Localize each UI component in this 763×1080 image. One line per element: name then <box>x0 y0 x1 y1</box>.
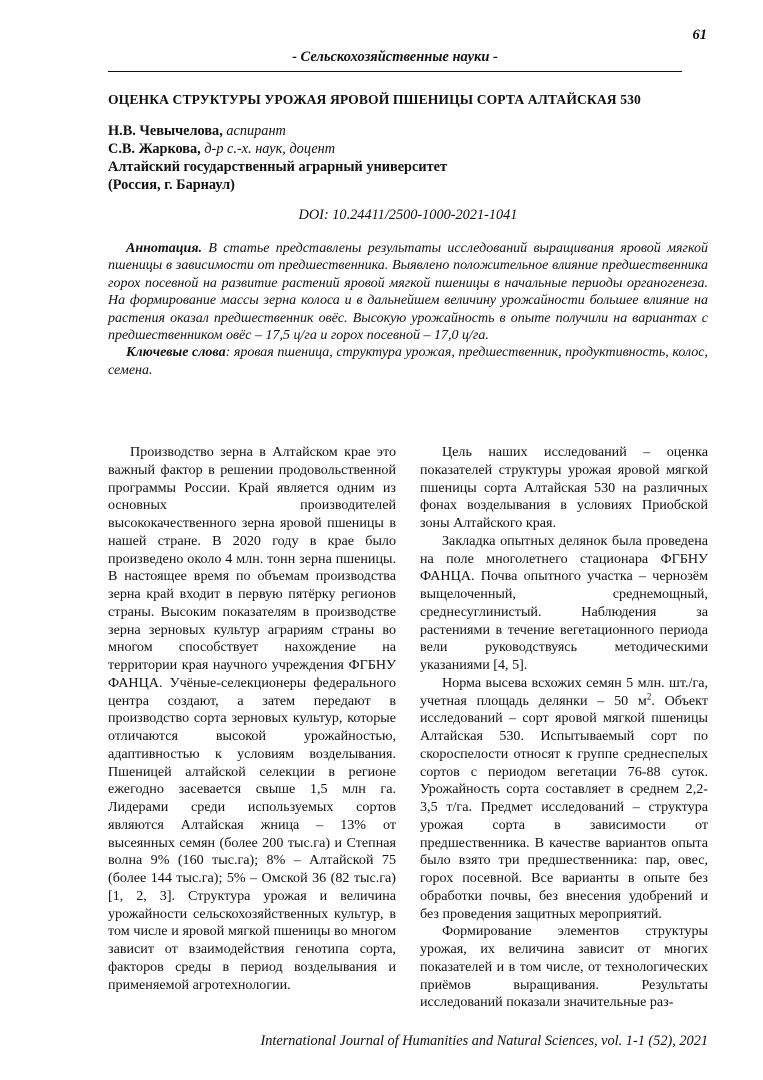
author-role: д-р с.-х. наук, доцент <box>204 141 336 157</box>
author-block <box>108 122 708 194</box>
keywords-label: Ключевые слова <box>126 345 226 361</box>
author-line <box>108 122 708 140</box>
keywords-paragraph <box>108 344 708 379</box>
keywords-text: : яровая пшеница, структура урожая, предшественник, продуктивность, колос, семена. <box>108 345 708 378</box>
body-paragraph: Цель наших исследований – оценка показателей структуры урожая яровой мягкой пшеницы сорта Алтайская 530 на различных фонах возделывания в условиях Приобской зоны Алтайского края. <box>420 444 708 531</box>
abstract-block <box>108 240 708 379</box>
doi: DOI: 10.24411/2500-1000-2021-1041 <box>298 207 518 223</box>
author-name: С.В. Жаркова, <box>108 141 201 157</box>
abstract-paragraph <box>108 240 708 344</box>
affiliation-line <box>108 158 708 176</box>
author-name: Н.В. Чевычелова, <box>108 123 223 139</box>
article-title: ОЦЕНКА СТРУКТУРЫ УРОЖАЯ ЯРОВОЙ ПШЕНИЦЫ СОРТА АЛТАЙСКАЯ 530 <box>108 92 641 107</box>
author-role: аспирант <box>226 123 286 139</box>
body-paragraph: Закладка опытных делянок была проведена на поле многолетнего стационара ФГБНУ ФАНЦА. Почва опытного участка – чернозём выщелоченный, среднемощный, среднесуглинистый. Наблюдения за растениями в течение вегетационного периода вели руководствуясь методическими указаниями [4, 5]. <box>420 532 708 673</box>
affiliation-name: Алтайский государственный аграрный университет <box>108 159 447 175</box>
abstract-text: В статье представлены результаты исследований выращивания яровой мягкой пшеницы в зависимости от предшественника. Выявлено положительное влияние предшественника горох посевной на развитие растений яровой мягкой пшеницы в начальные периоды органогенеза. На формирование массы зерна колоса и в дальнейшем величину урожайности большее влияние на растения оказал предшественник овёс. Высокую урожайность в опыте получили на вариантах с предшественником овёс – 17,5 ц/га и горох посевной – 17,0 ц/га. <box>108 241 708 344</box>
body-text: Норма высева всхожих семян 5 млн. шт./га, учетная площадь делянки – 50 м <box>420 674 708 709</box>
body-column-right <box>420 444 708 1012</box>
body-paragraph: Производство зерна в Алтайском крае это важный фактор в решении продовольственной программы России. Край является одним из основных производителей высококачественного зерна яровой пшеницы в нашей стране. В 2020 году в крае было произведено около 4 млн. тонн зерна пшеницы. В настоящее время по объемам производства зерна край входит в первую пятёрку регионов страны. Высоким показателям в производстве зерна зерновых культур аграриям страны во многом способствует нахождение на территории края научного учреждения ФГБНУ ФАНЦА. Учёные-селекционеры федерального центра создают, а затем передают в производство сорта зерновых культур, которые отличаются высокой урожайностью, адаптивностью к условиям возделывания. Пшеницей алтайской селекции в регионе ежегодно засевается свыше 1,5 млн га. Лидерами среди используемых сортов являются Алтайская жница – 13% от высеянных семян (более 200 тыс.га) и Степная волна 9% (160 тыс.га); 8% – Алтайской 75 (более 144 тыс.га); 5% – Омской 36 (82 тыс.га) [1, 2, 3]. Структура урожая и величина урожайности сельскохозяйственных культур, в том числе и яровой мягкой пшеницы во многом зависит от взаимодействия генотипа сорта, факторов среды в период возделывания и применяемой агротехнологии. <box>108 444 396 993</box>
journal-footer: International Journal of Humanities and Natural Sciences, vol. 1-1 (52), 2021 <box>260 1033 708 1049</box>
header-divider <box>108 71 682 72</box>
author-line <box>108 140 708 158</box>
body-text: . Объект исследований – сорт яровой мягкой пшеницы Алтайская 530. Испытываемый сорт по скороспелости относят к группе среднеспелых сортов с периодом вегетации 76-88 суток. Урожайность сорта составляет в среднем 2,2-3,5 т/га. Предмет исследований – структура урожая сорта в зависимости от предшественника. В качестве вариантов опыта было взято три предшественника: пар, овес, горох посевной. Все варианты в опыте без обработки почвы, без внесения удобрений и без проведения защитных мероприятий. <box>420 692 708 922</box>
body-paragraph: Формирование элементов структуры урожая, их величина зависит от многих показателей и в том числе, от технологических приёмов выращивания. Результаты исследований показали значительные раз- <box>420 923 708 1011</box>
abstract-label: Аннотация. <box>126 241 203 256</box>
affiliation-line <box>108 176 708 194</box>
affiliation-location: (Россия, г. Барнаул) <box>108 177 235 193</box>
section-header: - Сельскохозяйственные науки - <box>292 49 498 65</box>
body-paragraph <box>420 675 708 924</box>
superscript: 2 <box>646 690 652 701</box>
page-number: 61 <box>692 27 707 43</box>
body-column-left <box>108 444 396 994</box>
